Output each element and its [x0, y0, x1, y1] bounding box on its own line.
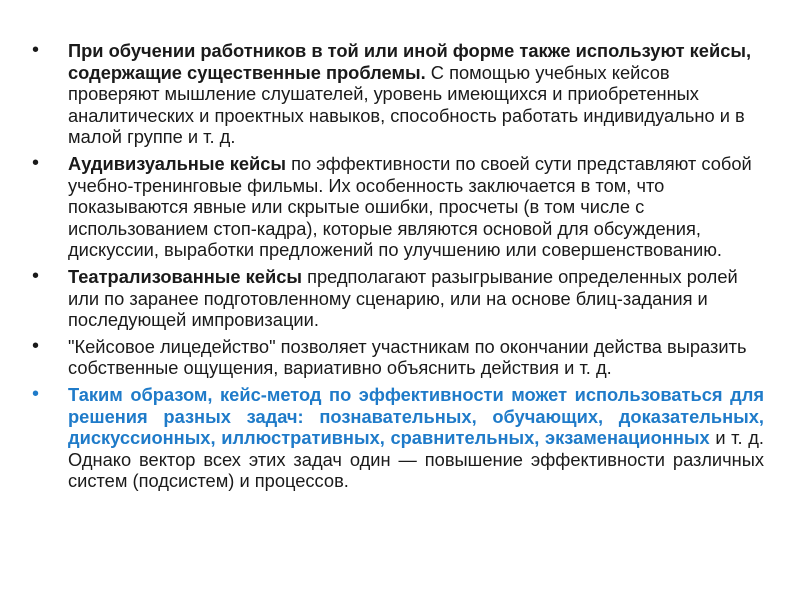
bullet-text: "Кейсовое лицедейство" позволяет участникам по окончании действа выразить собственные ощущения, вариативно объяснить действия и т. д. [68, 335, 747, 379]
bullet-item-conclusion [22, 384, 764, 492]
bullet-text: по эффективности по своей сути представляют собой учебно-тренинговые фильмы. Их особенность заключается в том, что показываются явные или скрытые ошибки, просчеты (в том числе с использованием стоп-кадра), которые являются основой для обсуждения, дискуссии, выработки предложений по улучшению или совершенствованию. [68, 152, 752, 261]
bullet-item-case-acting [22, 336, 764, 379]
bullet-text: предполагают разыгрывание определенных ролей или по заранее подготовленному сценарию, или на основе блиц-задания и последующей импровизации. [68, 265, 738, 331]
bullet-list [22, 40, 764, 497]
bullet-item-theatrical-cases [22, 266, 764, 331]
bullet-item-training-cases [22, 40, 764, 148]
bullet-text: С помощью учебных кейсов проверяют мышление слушателей, уровень имеющихся и приобретенных аналитических и проектных навыков, способность работать индивидуально и в малой группе и т. д. [68, 61, 745, 148]
bullet-bold-text: Аудивизуальные кейсы [68, 152, 287, 174]
bullet-text: и т. д. Однако вектор всех этих задач один — повышение эффективности различных систем (подсистем) и процессов. [68, 427, 764, 492]
bullet-accent-text: Таким образом, кейс-метод по эффективности может использоваться для решения разных задач: познавательных, обучающих, доказательных, дискуссионных, иллюстративных, сравнительных, экзаменационных [68, 383, 764, 449]
bullet-bold-text: При обучении работников в той или иной форме также используют кейсы, содержащие существенные проблемы. [68, 40, 752, 83]
bullet-item-audiovisual-cases [22, 153, 764, 261]
bullet-bold-text: Театрализованные кейсы [68, 265, 302, 287]
